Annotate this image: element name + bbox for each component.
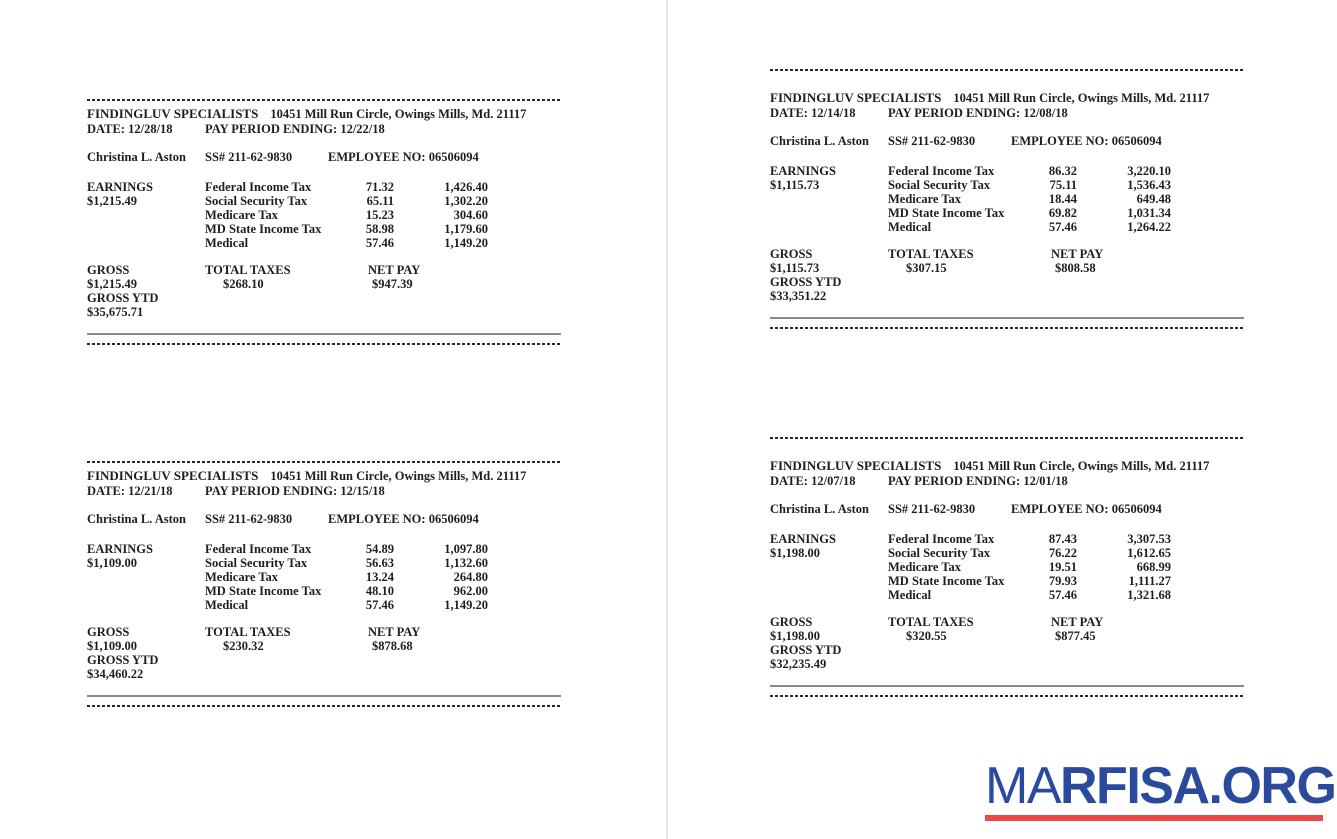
separator-dashed-bottom [770,695,1244,697]
gross-ytd-label: GROSS YTD [87,653,159,667]
marfisa-logo-underline [985,815,1323,821]
tax-ytd: 1,426.40 [444,180,488,194]
tax-ytd: 1,612.65 [1127,546,1171,560]
total-taxes-label: TOTAL TAXES [205,263,291,277]
tax-current: 57.46 [1048,220,1077,234]
tax-name: MD State Income Tax [205,584,322,598]
tax-name: Federal Income Tax [205,180,312,194]
total-taxes-amount: $268.10 [223,277,264,291]
separator-solid [770,317,1244,319]
tax-current: 75.11 [1049,178,1077,192]
tax-current: 65.11 [366,194,394,208]
tax-current: 58.98 [365,222,394,236]
company-address: 10451 Mill Run Circle, Owings Mills, Md. 21117 [270,107,527,121]
date-label: DATE: [770,106,808,120]
tax-current: 57.46 [1048,588,1077,602]
net-pay-amount: $877.45 [1055,629,1096,643]
employee-ssn: SS# 211-62-9830 [205,150,293,164]
gross-label: GROSS [770,615,813,629]
employee-name: Christina L. Aston [87,512,186,526]
column-divider [666,0,668,839]
tax-ytd: 1,179.60 [444,222,488,236]
tax-ytd: 649.48 [1136,192,1171,206]
tax-name: MD State Income Tax [888,206,1005,220]
date-line [770,106,856,120]
employee-number: EMPLOYEE NO: 06506094 [328,512,479,526]
tax-name: Medicare Tax [205,208,279,222]
tax-name: Medicare Tax [888,192,962,206]
employee-number: EMPLOYEE NO: 06506094 [328,150,479,164]
employee-name: Christina L. Aston [87,150,186,164]
pay-period-label: PAY PERIOD ENDING: [888,106,1021,120]
company-line [87,469,526,483]
tax-name: Social Security Tax [888,546,991,560]
total-taxes-label: TOTAL TAXES [888,247,974,261]
tax-name: Federal Income Tax [205,542,312,556]
net-pay-label: NET PAY [1051,615,1104,629]
tax-ytd: 264.80 [453,570,488,584]
total-taxes-amount: $320.55 [906,629,947,643]
company-line [770,459,1209,473]
tax-current: 71.32 [365,180,394,194]
tax-ytd: 1,264.22 [1127,220,1171,234]
date-line [770,474,856,488]
employee-number: EMPLOYEE NO: 06506094 [1011,502,1162,516]
pay-period-value: 12/08/18 [1023,106,1068,120]
separator-dashed-bottom [770,327,1244,329]
gross-amount: $1,115.73 [770,261,820,275]
paystub-top-right [770,69,1244,303]
gross-ytd-label: GROSS YTD [770,643,842,657]
tax-name: Medical [888,588,932,602]
pay-period-line [205,122,385,136]
pay-period-line [888,106,1068,120]
gross-ytd-amount: $33,351.22 [770,289,827,303]
gross-ytd-amount: $32,235.49 [770,657,827,671]
tax-current: 19.51 [1048,560,1077,574]
date-value: 12/14/18 [811,106,856,120]
tax-ytd: 1,149.20 [444,236,488,250]
tax-name: Social Security Tax [205,194,308,208]
tax-name: Medical [205,598,249,612]
company-address: 10451 Mill Run Circle, Owings Mills, Md. 21117 [953,459,1210,473]
marfisa-logo [985,757,1336,821]
tax-ytd: 1,132.60 [444,556,488,570]
employee-ssn: SS# 211-62-9830 [888,502,976,516]
employee-ssn: SS# 211-62-9830 [888,134,976,148]
separator-dashed-bottom [87,343,561,345]
separator-solid [87,695,561,697]
tax-current: 15.23 [365,208,394,222]
earnings-amount: $1,215.49 [87,194,137,208]
tax-name: MD State Income Tax [888,574,1005,588]
tax-ytd: 3,220.10 [1127,164,1171,178]
net-pay-label: NET PAY [1051,247,1104,261]
company-name: FINDINGLUV SPECIALISTS [770,458,942,473]
separator-dashed-bottom [87,705,561,707]
marfisa-logo-text [985,757,1336,815]
tax-name: Federal Income Tax [888,164,995,178]
tax-current: 56.63 [365,556,394,570]
total-taxes-amount: $307.15 [906,261,947,275]
company-address: 10451 Mill Run Circle, Owings Mills, Md. 21117 [953,91,1210,105]
gross-ytd-amount: $34,460.22 [87,667,144,681]
separator-solid [770,685,1244,687]
earnings-label: EARNINGS [87,542,153,556]
tax-ytd: 1,321.68 [1127,588,1171,602]
separator-solid [87,333,561,335]
gross-amount: $1,215.49 [87,277,137,291]
employee-ssn: SS# 211-62-9830 [205,512,293,526]
date-line [87,484,173,498]
tax-name: Medical [205,236,249,250]
gross-label: GROSS [770,247,813,261]
tax-current: 54.89 [365,542,394,556]
pay-period-label: PAY PERIOD ENDING: [888,474,1021,488]
date-value: 12/07/18 [811,474,856,488]
date-line [87,122,173,136]
paystub-bottom-right [770,437,1244,671]
tax-ytd: 1,111.27 [1128,574,1171,588]
pay-period-line [205,484,385,498]
tax-name: Medical [888,220,932,234]
tax-name: Social Security Tax [205,556,308,570]
earnings-amount: $1,109.00 [87,556,137,570]
marfisa-logo-text-light: MA [985,757,1060,815]
pay-period-line [888,474,1068,488]
employee-name: Christina L. Aston [770,502,869,516]
tax-current: 57.46 [365,236,394,250]
tax-current: 57.46 [365,598,394,612]
tax-ytd: 304.60 [453,208,488,222]
pay-period-label: PAY PERIOD ENDING: [205,122,338,136]
tax-current: 18.44 [1048,192,1077,206]
company-name: FINDINGLUV SPECIALISTS [770,90,942,105]
tax-current: 48.10 [365,584,394,598]
tax-ytd: 1,097.80 [444,542,488,556]
date-value: 12/21/18 [128,484,173,498]
paystub-bottom-left [87,461,561,681]
tax-name: MD State Income Tax [205,222,322,236]
tax-current: 13.24 [365,570,394,584]
date-label: DATE: [770,474,808,488]
pay-period-value: 12/01/18 [1023,474,1068,488]
tax-ytd: 3,307.53 [1127,532,1171,546]
earnings-label: EARNINGS [770,164,836,178]
net-pay-amount: $808.58 [1055,261,1096,275]
paystub-top-left [87,99,561,319]
tax-ytd: 1,149.20 [444,598,488,612]
tax-ytd: 1,031.34 [1127,206,1171,220]
marfisa-logo-text-bold: RFISA.ORG [1060,757,1336,815]
net-pay-label: NET PAY [368,263,421,277]
separator-dashed-top [770,437,1244,439]
tax-current: 69.82 [1048,206,1077,220]
tax-current: 79.93 [1048,574,1077,588]
separator-dashed-top [87,99,561,101]
tax-name: Medicare Tax [205,570,279,584]
gross-amount: $1,198.00 [770,629,820,643]
tax-current: 87.43 [1048,532,1077,546]
earnings-label: EARNINGS [770,532,836,546]
tax-name: Federal Income Tax [888,532,995,546]
tax-current: 76.22 [1048,546,1077,560]
separator-dashed-top [87,461,561,463]
total-taxes-label: TOTAL TAXES [205,625,291,639]
tax-name: Social Security Tax [888,178,991,192]
gross-ytd-label: GROSS YTD [87,291,159,305]
tax-ytd: 668.99 [1136,560,1171,574]
employee-name: Christina L. Aston [770,134,869,148]
gross-label: GROSS [87,263,130,277]
date-value: 12/28/18 [128,122,173,136]
total-taxes-label: TOTAL TAXES [888,615,974,629]
gross-label: GROSS [87,625,130,639]
pay-period-value: 12/15/18 [340,484,385,498]
tax-current: 86.32 [1048,164,1077,178]
date-label: DATE: [87,122,125,136]
company-line [770,91,1209,105]
tax-ytd: 1,536.43 [1127,178,1171,192]
net-pay-amount: $878.68 [372,639,413,653]
date-label: DATE: [87,484,125,498]
company-address: 10451 Mill Run Circle, Owings Mills, Md. 21117 [270,469,527,483]
company-line [87,107,526,121]
total-taxes-amount: $230.32 [223,639,264,653]
company-name: FINDINGLUV SPECIALISTS [87,468,259,483]
pay-period-value: 12/22/18 [340,122,385,136]
gross-amount: $1,109.00 [87,639,137,653]
separator-dashed-top [770,69,1244,71]
gross-ytd-label: GROSS YTD [770,275,842,289]
employee-number: EMPLOYEE NO: 06506094 [1011,134,1162,148]
tax-ytd: 962.00 [453,584,488,598]
net-pay-amount: $947.39 [372,277,413,291]
tax-ytd: 1,302.20 [444,194,488,208]
earnings-label: EARNINGS [87,180,153,194]
earnings-amount: $1,115.73 [770,178,820,192]
company-name: FINDINGLUV SPECIALISTS [87,106,259,121]
net-pay-label: NET PAY [368,625,421,639]
tax-name: Medicare Tax [888,560,962,574]
gross-ytd-amount: $35,675.71 [87,305,144,319]
pay-period-label: PAY PERIOD ENDING: [205,484,338,498]
earnings-amount: $1,198.00 [770,546,820,560]
